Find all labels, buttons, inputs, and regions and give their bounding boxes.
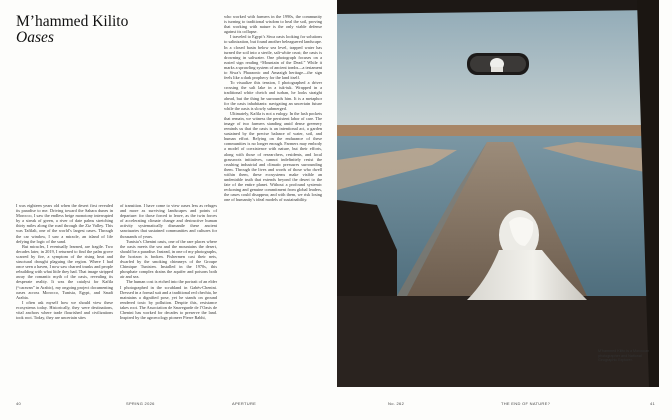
folio-page-number-left: 40 [16, 401, 22, 406]
dashboard [337, 296, 659, 387]
text-column-1 [16, 203, 113, 320]
photograph [337, 0, 659, 387]
folio-issue-title: THE END OF NATURE? [501, 401, 551, 406]
article-title: M’hammed Kilito [16, 13, 129, 30]
folio-issue: SPRING 2026 [126, 401, 155, 406]
paragraph: I traveled to Egypt’s Siwa oasis looking for solutions to salinization, but found another beleaguered landscape. In a closed basin below sea level, trapped water has turned the soil into a sterile, salt-white crust; the oasis is drowning in saltwater. One photograph focuses on a rusted sign reading “Mountain of the Dead.” While it marks a sprawling system of ancient tombs—a testament to Siwa’s Pharaonic and Amazigh heritage—the sign feels like a dark prophecy for the land itself. [224, 34, 322, 81]
paragraph: The human cost is etched into the portrait of an elder I photographed in the scrubland in Gabès-Chenini. Dressed in a formal suit and a traditional red chechia, he maintains a dignified pose, yet he stands on ground rendered toxic by pollution. Despite this, resistance takes root. The Association de Sauvegarde de l’Oasis de Chenini has worked for decades to preserve the land. Inspired by the agroecology pioneer Pierre Rabhi, [120, 279, 218, 321]
paragraph: I often ask myself how we should view these ecosystems today. Historically, they were destinations, vital anchors where trade flourished and civilizations took root. Today, they are uncertain sites [16, 299, 113, 321]
paragraph: Ultimately, Kafila is not a eulogy. In the lush pockets that remain, we witness the persistent labor of care. The image of two farmers standing amid dense greenery reminds us that the oasis is an intentional act, a garden sustained by the precise balance of water, soil, and human effort. Relying on the endurance of these communities is no longer enough. Farmers may embody a model of coexistence with nature, but their efforts, along with those of researchers, residents, and local grassroots initiatives, cannot indefinitely resist the crushing industrial and climatic pressures surrounding them. Through the lives and words of those who dwell within them, these ecosystems make visible an undeniable truth that extends beyond the desert to the fate of the entire planet. Without a profound systemic reckoning and genuine commitment from global leaders, the oases could disappear, and with them, we risk losing one of humanity’s ideal models of sustainability. [224, 110, 322, 203]
folio-page-number-right: 41 [650, 401, 656, 406]
text-column-3 [224, 14, 322, 202]
paragraph: I was eighteen years old when the desert first revealed its paradise to me. Driving toward the Sahara dunes in Morocco, I saw the endless beige monotony interrupted by a streak of green, a river of date palms stretching thirty miles along the road through the Ziz Valley. This was Tafilalt, one of the world’s largest oases. Through the car window, I saw a miracle, an island of life defying the logic of the sand. [16, 203, 113, 244]
paragraph: Tunisia’s Chenini oasis, one of the rare places where the oasis meets the sea and the mountains the desert, should be a paradise. Instead, in one of my photographs, the horizon is broken. Fishermen cast their nets, dwarfed by the smoking chimneys of the Groupe Chimique Tunisien. Installed in the 1970s, this phosphate complex drains the aquifer and poisons both air and sea. [120, 238, 217, 280]
paragraph: of transition. I have come to view oases less as refuges and more as surviving landscapes and points of departure: for those forced to leave, as the twin forces of accelerating climate change and destructive human activity systematically dismantle these ancient sanctuaries that sustained communities and cultures for thousands of years. [120, 203, 217, 239]
paragraph: To visualize this tension, I photographed a driver crossing the salt lake in a tuk-tuk. Wrapped in a traditional white cheich and turban, he looks straight ahead, but the thing he surrounds him. It is a metaphor for the oasis inhabitants: navigating an uncertain future while the oasis is slowly submerged. [224, 80, 322, 111]
text-column-2 [120, 203, 217, 320]
photo-caption: M’hammed Kilito is a Moroccan photographer and National Geographic Explorer. [598, 349, 650, 362]
article-subtitle: Oases [16, 29, 54, 46]
paragraph: But miracles, I eventually learned, are fragile. Two decades later, in 2019, I returned to find the palm grove scarred by fire, a symptom of the rising heat and structural drought plaguing the region. Where I had once seen a haven, I now saw charred trunks and people rebuilding with what little they had. That image stripped away the romantic myth of the oasis, revealing its desperate reality. It was the catalyst for Kafila (“caravan” in Arabic), my ongoing project documenting oases across Morocco, Tunisia, Egypt, and Saudi Arabia. [16, 243, 113, 300]
rear-view-mirror [467, 53, 529, 75]
paragraph: who worked with farmers in the 1990s, the community is turning to traditional wisdom to heal the soil, proving that working with nature is the only viable defense against its collapse. [224, 14, 322, 35]
folio-publication: APERTURE [232, 401, 257, 406]
folio-issue-number: No. 262 [388, 401, 405, 406]
